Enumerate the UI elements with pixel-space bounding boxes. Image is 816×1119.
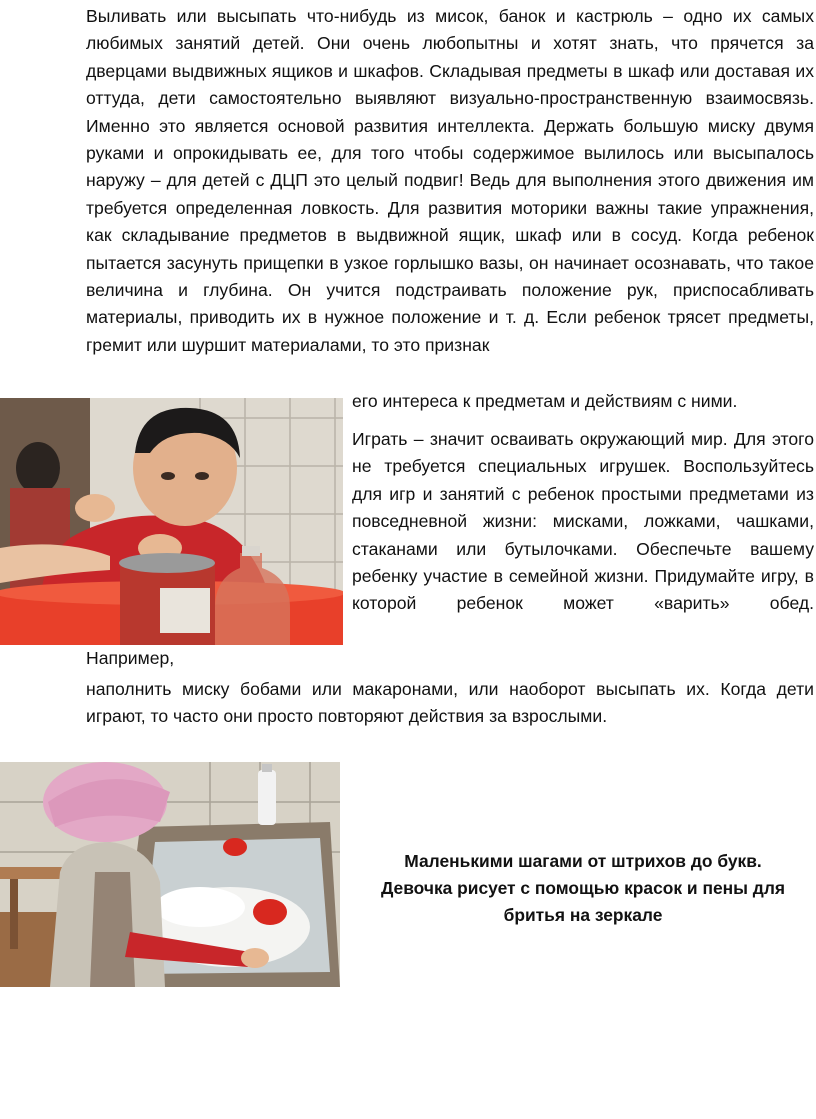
caption-line-3: бритья на зеркале (503, 905, 663, 925)
photo-boy-illustration (0, 398, 343, 645)
caption-line-2: Девочка рисует с помощью красок и пены для (380, 878, 786, 898)
photo-caption (352, 848, 814, 929)
paragraph-play: Играть – значит осваивать окружающий мир. Для этого не требуется специальных игрушек. Воспользуйтесь для игр и занятий с ребенок простыми предметами из повседневной жизни: мисками, ложками, чашками, стаканами или бутылочками. Обеспечьте вашему ребенку участие в семейной жизни. Придумайте игру, в которой ребенок может «варить» обед. (352, 429, 814, 614)
caption-line-1: Маленькими шагами от штрихов до букв. (404, 851, 762, 871)
photo-girl-painting-mirror (0, 762, 340, 987)
paragraph-play-tail: Например, (86, 648, 175, 668)
photo-boy-with-bowl (0, 398, 343, 645)
paragraph-intro-tail: его интереса к предметам и действиям с ними. (352, 391, 738, 411)
paragraph-intro: Выливать или высыпать что-нибудь из мисок, банок и кастрюль – одно их самых любимых занятий детей. Они очень любопытны и хотят знать, что прячется за дверцами выдвижных ящиков и шкафов. Складывая предметы в шкаф или доставая их оттуда, дети самостоятельно выявляют визуально-пространственную взаимосвязь. Именно это является основой развития интеллекта. Держать большую миску двумя руками и опрокидывать ее, для того чтобы содержимое вылилось или высыпалось наружу – для детей с ДЦП это целый подвиг! Ведь для выполнения этого движения им требуется определенная ловкость. Для развития моторики важны такие упражнения, как складывание предметов в выдвижной ящик, шкаф или в сосуд. Когда ребенок пытается засунуть прищепки в узкое горлышко вазы, он начинает осознавать, что такое величина и глубина. Он учится подстраивать положение рук, приспосабливать материалы, приводить их в нужное положение и т. д. Если ребенок трясет предметы, гремит или шуршит материалами, то это признак (86, 6, 814, 355)
paragraph-imitation: наполнить миску бобами или макаронами, или наоборот высыпать их. Когда дети играют, то часто они просто повторяют действия за взрослыми. (86, 679, 814, 727)
photo-girl-illustration (0, 762, 340, 987)
